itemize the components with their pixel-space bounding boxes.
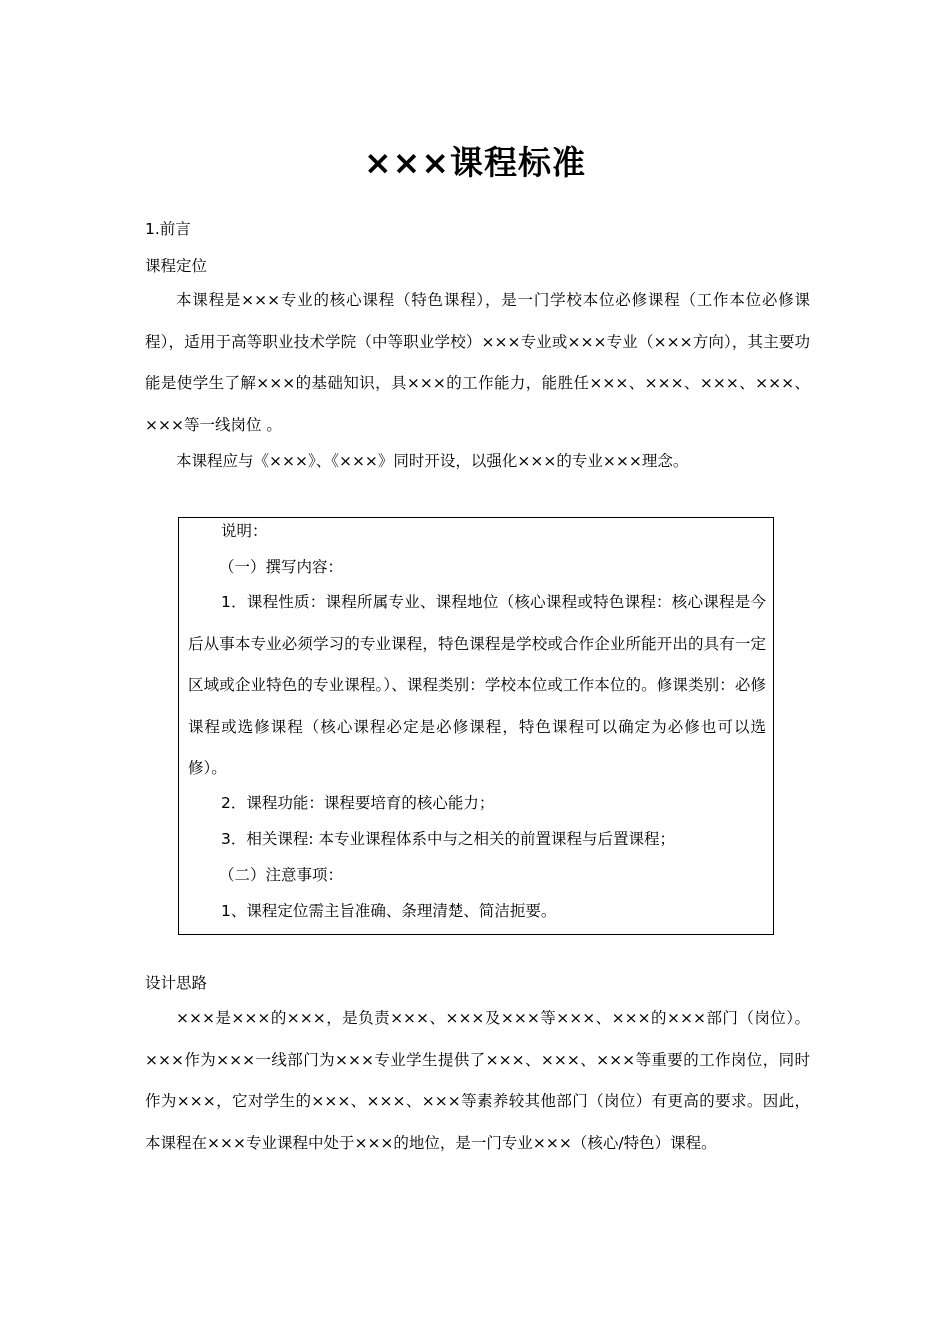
heading-course-positioning: 课程定位	[145, 257, 208, 275]
design-paragraph: ×××是×××的×××，是负责×××、×××及×××等×××、×××的×××部门（岗位）。×××作为×××一线部门为×××专业学生提供了×××、×××、×××等重要的工作岗位，同时作为×××，它对学生的×××、×××、×××等素养较其他部门（岗位）有更高的要求。因此，本课程在×××专业课程中处于×××的地位，是一门专业×××（核心/特色）课程。	[145, 1009, 810, 1152]
note-subheading-notes: （二）注意事项：	[219, 866, 344, 884]
instruction-note-box	[178, 517, 774, 935]
document-title: ×××课程标准	[364, 143, 586, 182]
positioning-paragraph-2: 本课程应与《×××》、《×××》同时开设，以强化×××的专业×××理念。	[176, 452, 689, 470]
note-item-related-courses: 3．相关课程: 本专业课程体系中与之相关的前置课程与后置课程；	[221, 830, 676, 848]
heading-design-approach: 设计思路	[145, 974, 208, 992]
note-item-course-function: 2．课程功能：课程要培育的核心能力；	[221, 794, 495, 812]
section-preface: 1.前言	[145, 220, 191, 238]
note-subheading-content: （一）撰写内容：	[219, 558, 344, 576]
note-item-requirements: 1、课程定位需主旨准确、条理清楚、简洁扼要。	[221, 902, 557, 920]
note-label: 说明：	[221, 522, 268, 540]
note-item-course-nature: 1．课程性质：课程所属专业、课程地位（核心课程或特色课程：核心课程是今后从事本专业必须学习的专业课程，特色课程是学校或合作企业所能开出的具有一定区域或企业特色的专业课程。）、课程类别：学校本位或工作本位的。修课类别：必修课程或选修课程（核心课程必定是必修课程，特色课程可以确定为必修也可以选修）。	[188, 593, 766, 777]
positioning-paragraph-1: 本课程是×××专业的核心课程（特色课程），是一门学校本位必修课程（工作本位必修课程），适用于高等职业技术学院（中等职业学校）×××专业或×××专业（×××方向），其主要功能是使学生了解×××的基础知识，具×××的工作能力，能胜任×××、×××、×××、×××、×××等一线岗位 。	[145, 291, 810, 434]
